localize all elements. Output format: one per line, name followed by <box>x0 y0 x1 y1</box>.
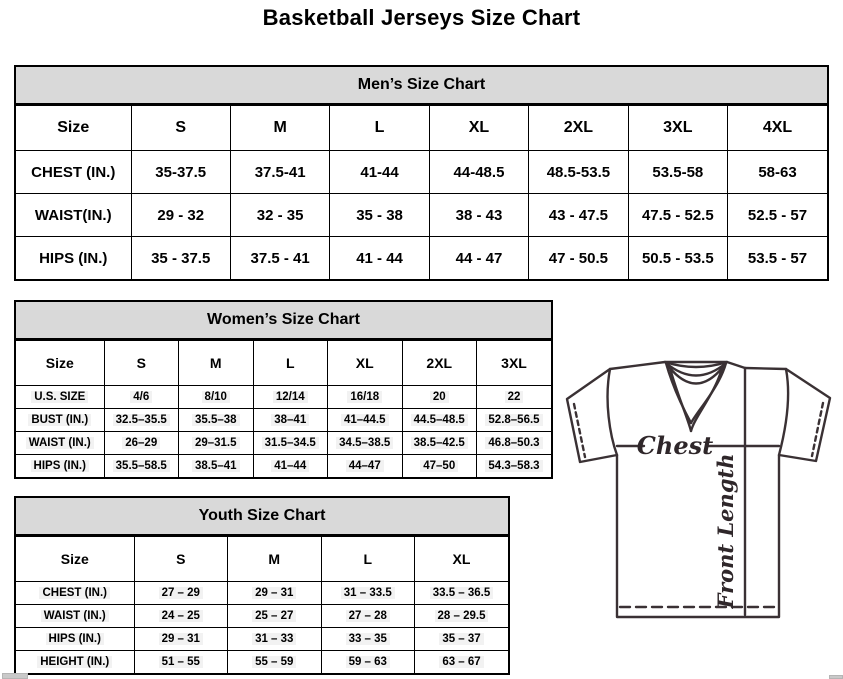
column-header-cell: Size <box>16 106 131 151</box>
row-label-cell: HIPS (IN.) <box>16 237 131 280</box>
column-header-row <box>16 106 827 151</box>
womens-size-grid <box>16 340 551 477</box>
cell-text: 54.3–58.3 <box>485 460 542 472</box>
cell-text: 38.5–41 <box>192 460 240 472</box>
row-label-cell: CHEST (IN.) <box>16 151 131 194</box>
value-cell: 52.5 - 57 <box>728 194 827 237</box>
value-cell: 58-63 <box>728 151 827 194</box>
column-header-cell: 3XL <box>477 341 552 386</box>
value-cell: 35 - 38 <box>330 194 429 237</box>
cell-text: 63 – 67 <box>439 656 483 668</box>
cell-text: 38–41 <box>271 414 309 426</box>
mens-size-grid <box>16 105 827 279</box>
row-label-cell <box>16 605 134 628</box>
table-row <box>16 386 551 409</box>
cell-text: 52.8–56.5 <box>485 414 542 426</box>
row-label-cell <box>16 628 134 651</box>
value-cell: 47 - 50.5 <box>529 237 628 280</box>
value-cell <box>328 409 403 432</box>
cell-text: CHEST (IN.) <box>39 587 110 599</box>
value-cell <box>415 605 509 628</box>
cell-text: 34.5–38.5 <box>336 437 393 449</box>
value-cell <box>477 432 552 455</box>
value-cell: 53.5-58 <box>628 151 727 194</box>
value-cell <box>179 455 254 478</box>
cell-text: BUST (IN.) <box>28 414 91 426</box>
womens-size-table <box>14 300 553 479</box>
column-header-cell: S <box>131 106 230 151</box>
value-cell <box>328 386 403 409</box>
value-cell <box>134 605 228 628</box>
mens-size-chart-header: Men’s Size Chart <box>16 67 827 105</box>
column-header-row <box>16 537 508 582</box>
cell-text: 24 – 25 <box>159 610 203 622</box>
value-cell <box>179 386 254 409</box>
value-cell <box>253 455 328 478</box>
value-cell <box>477 386 552 409</box>
value-cell <box>415 582 509 605</box>
row-label-cell <box>16 409 104 432</box>
value-cell <box>415 628 509 651</box>
row-label-cell <box>16 432 104 455</box>
mens-size-table <box>14 65 829 281</box>
table-row <box>16 582 508 605</box>
value-cell: 43 - 47.5 <box>529 194 628 237</box>
row-label-cell: WAIST(IN.) <box>16 194 131 237</box>
horizontal-scrollbar-fragment[interactable] <box>829 675 843 679</box>
cell-text: 12/14 <box>273 391 308 403</box>
page-title: Basketball Jerseys Size Chart <box>262 5 581 30</box>
value-cell: 37.5-41 <box>230 151 329 194</box>
cell-text: 35.5–38 <box>192 414 240 426</box>
value-cell: 44 - 47 <box>429 237 528 280</box>
table-row <box>16 455 551 478</box>
cell-text: 31.5–34.5 <box>262 437 319 449</box>
column-header-cell: 4XL <box>728 106 827 151</box>
value-cell <box>328 432 403 455</box>
value-cell: 41 - 44 <box>330 237 429 280</box>
column-header-cell: XL <box>415 537 509 582</box>
column-header-cell: 2XL <box>402 341 477 386</box>
value-cell <box>253 386 328 409</box>
cell-text: 33 – 35 <box>346 633 390 645</box>
table-row <box>16 194 827 237</box>
table-row <box>16 651 508 674</box>
horizontal-scrollbar-thumb[interactable] <box>2 673 28 679</box>
value-cell <box>228 582 322 605</box>
cell-text: 44–47 <box>346 460 384 472</box>
cell-text: 26–29 <box>122 437 160 449</box>
value-cell: 53.5 - 57 <box>728 237 827 280</box>
column-header-cell: S <box>134 537 228 582</box>
table-row <box>16 605 508 628</box>
column-header-cell: M <box>179 341 254 386</box>
cell-text: 41–44.5 <box>341 414 389 426</box>
column-header-cell: 3XL <box>628 106 727 151</box>
column-header-cell: M <box>230 106 329 151</box>
cell-text: WAIST (IN.) <box>26 437 94 449</box>
value-cell: 29 - 32 <box>131 194 230 237</box>
value-cell: 47.5 - 52.5 <box>628 194 727 237</box>
value-cell <box>321 628 415 651</box>
cell-text: 4/6 <box>130 391 152 403</box>
chest-label: Chest <box>636 431 714 460</box>
cell-text: WAIST (IN.) <box>41 610 109 622</box>
cell-text: HEIGHT (IN.) <box>37 656 112 668</box>
value-cell <box>477 455 552 478</box>
value-cell <box>104 409 179 432</box>
value-cell <box>415 651 509 674</box>
value-cell: 37.5 - 41 <box>230 237 329 280</box>
value-cell <box>402 386 477 409</box>
cell-text: 29 – 31 <box>252 587 296 599</box>
cell-text: 35 – 37 <box>439 633 483 645</box>
column-header-cell: L <box>330 106 429 151</box>
youth-size-grid <box>16 536 508 673</box>
table-row <box>16 628 508 651</box>
value-cell: 35-37.5 <box>131 151 230 194</box>
cell-text: 46.8–50.3 <box>485 437 542 449</box>
youth-size-table <box>14 496 510 675</box>
value-cell <box>134 628 228 651</box>
cell-text: 27 – 28 <box>346 610 390 622</box>
cell-text: 31 – 33.5 <box>341 587 395 599</box>
womens-size-chart-header: Women’s Size Chart <box>16 302 551 340</box>
value-cell <box>179 432 254 455</box>
value-cell: 35 - 37.5 <box>131 237 230 280</box>
table-row <box>16 151 827 194</box>
value-cell <box>328 455 403 478</box>
cell-text: 32.5–35.5 <box>113 414 170 426</box>
cell-text: 33.5 – 36.5 <box>430 587 494 599</box>
value-cell <box>179 409 254 432</box>
cell-text: 28 – 29.5 <box>435 610 489 622</box>
column-header-cell: S <box>104 341 179 386</box>
value-cell <box>104 386 179 409</box>
cell-text: 29–31.5 <box>192 437 240 449</box>
cell-text: 38.5–42.5 <box>411 437 468 449</box>
cell-text: 29 – 31 <box>159 633 203 645</box>
column-header-row <box>16 341 551 386</box>
cell-text: 27 – 29 <box>159 587 203 599</box>
cell-text: 25 – 27 <box>252 610 296 622</box>
value-cell <box>228 651 322 674</box>
column-header-cell: XL <box>328 341 403 386</box>
value-cell <box>321 605 415 628</box>
cell-text: 8/10 <box>202 391 230 403</box>
value-cell: 41-44 <box>330 151 429 194</box>
cell-text: HIPS (IN.) <box>46 633 104 645</box>
value-cell: 44-48.5 <box>429 151 528 194</box>
cell-text: 20 <box>430 391 449 403</box>
front-length-label: Front Length <box>713 453 738 609</box>
cell-text: 16/18 <box>347 391 382 403</box>
value-cell <box>253 432 328 455</box>
cell-text: 41–44 <box>271 460 309 472</box>
jersey-measurement-diagram <box>556 356 843 641</box>
value-cell <box>104 432 179 455</box>
value-cell: 38 - 43 <box>429 194 528 237</box>
cell-text: U.S. SIZE <box>31 391 88 403</box>
row-label-cell <box>16 582 134 605</box>
value-cell <box>402 432 477 455</box>
cell-text: 55 – 59 <box>252 656 296 668</box>
value-cell <box>134 651 228 674</box>
cell-text: HIPS (IN.) <box>31 460 89 472</box>
column-header-cell: L <box>321 537 415 582</box>
row-label-cell <box>16 455 104 478</box>
row-label-cell <box>16 386 104 409</box>
value-cell <box>228 628 322 651</box>
value-cell: 50.5 - 53.5 <box>628 237 727 280</box>
value-cell <box>134 582 228 605</box>
value-cell: 32 - 35 <box>230 194 329 237</box>
column-header-cell: M <box>228 537 322 582</box>
table-row <box>16 432 551 455</box>
column-header-cell: 2XL <box>529 106 628 151</box>
table-row <box>16 409 551 432</box>
table-row <box>16 237 827 280</box>
value-cell <box>253 409 328 432</box>
value-cell <box>104 455 179 478</box>
column-header-cell: Size <box>16 537 134 582</box>
cell-text: 44.5–48.5 <box>411 414 468 426</box>
cell-text: 31 – 33 <box>252 633 296 645</box>
cell-text: 35.5–58.5 <box>113 460 170 472</box>
value-cell: 48.5-53.5 <box>529 151 628 194</box>
column-header-cell: L <box>253 341 328 386</box>
cell-text: 22 <box>505 391 524 403</box>
row-label-cell <box>16 651 134 674</box>
value-cell <box>321 582 415 605</box>
cell-text: 59 – 63 <box>346 656 390 668</box>
column-header-cell: XL <box>429 106 528 151</box>
column-header-cell: Size <box>16 341 104 386</box>
value-cell <box>321 651 415 674</box>
value-cell <box>228 605 322 628</box>
youth-size-chart-header: Youth Size Chart <box>16 498 508 536</box>
cell-text: 47–50 <box>420 460 458 472</box>
value-cell <box>402 409 477 432</box>
value-cell <box>477 409 552 432</box>
cell-text: 51 – 55 <box>159 656 203 668</box>
value-cell <box>402 455 477 478</box>
